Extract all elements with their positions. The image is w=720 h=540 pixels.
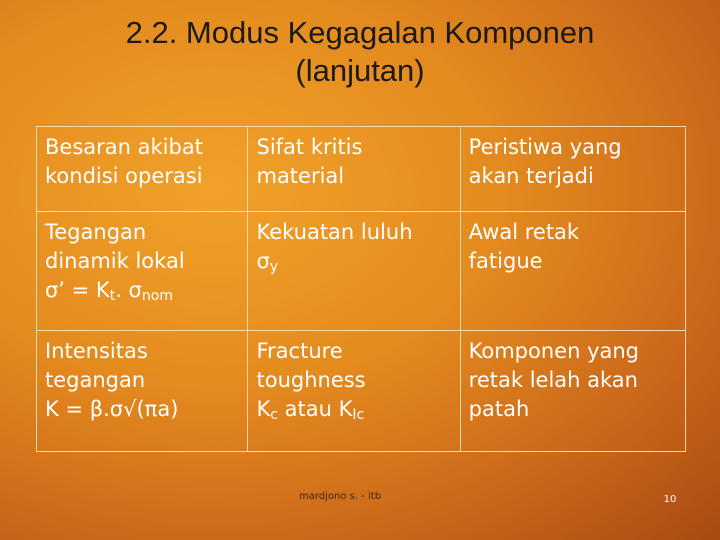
toughness-formula — [256, 395, 451, 430]
cell-text: Kekuatan luluh — [256, 220, 413, 244]
cell-stress-intensity — [37, 331, 248, 452]
formula-part: . σ — [115, 278, 142, 302]
cell-text: toughness — [256, 368, 366, 392]
cell-local-stress — [37, 212, 248, 331]
slide-title — [0, 14, 720, 90]
slide-title-line2: (lanjutan) — [295, 53, 425, 88]
stress-formula — [45, 276, 239, 311]
header-cell-event — [460, 127, 685, 212]
header-cell-property — [248, 127, 460, 212]
cell-text: tegangan — [45, 368, 146, 392]
cell-text: akan terjadi — [468, 164, 594, 188]
cell-yield-strength — [248, 212, 460, 331]
yield-formula — [256, 247, 451, 282]
formula-subscript: t — [109, 288, 116, 304]
cell-text: patah — [468, 397, 530, 421]
failure-mode-table — [36, 126, 686, 452]
cell-text: Fracture — [256, 339, 343, 363]
header-cell-quantity — [37, 127, 248, 212]
cell-text: material — [256, 164, 345, 188]
cell-text: Besaran akibat — [45, 135, 203, 159]
cell-text: dinamik lokal — [45, 249, 185, 273]
cell-text: fatigue — [468, 249, 543, 273]
cell-text: Awal retak — [468, 220, 580, 244]
footer-author: mardjono s. - itb — [298, 491, 382, 502]
cell-text: kondisi operasi — [45, 164, 203, 188]
formula-subscript: nom — [141, 288, 173, 304]
table-header-row — [37, 127, 686, 212]
formula-part: σ — [256, 249, 270, 273]
cell-fatigue-crack — [460, 212, 685, 331]
cell-text: Peristiwa yang — [468, 135, 622, 159]
cell-text: retak lelah akan — [468, 368, 638, 392]
cell-fracture-toughness — [248, 331, 460, 452]
cell-text: Intensitas — [45, 339, 148, 363]
formula-subscript: c — [270, 407, 278, 423]
cell-text: Sifat kritis — [256, 135, 363, 159]
formula-part: σ’ = K — [45, 278, 110, 302]
formula-part: atau K — [277, 397, 353, 421]
formula-subscript: Ic — [352, 407, 365, 423]
cell-fracture-event — [460, 331, 685, 452]
table-row — [37, 212, 686, 331]
cell-text: Komponen yang — [468, 339, 640, 363]
slide-title-line1: 2.2. Modus Kegagalan Komponen — [125, 15, 595, 50]
formula-part: K — [256, 397, 271, 421]
page-number: 10 — [663, 494, 677, 505]
intensity-formula: K = β.σ√(πa) — [45, 397, 179, 421]
formula-subscript: y — [269, 259, 279, 275]
cell-text: Tegangan — [45, 220, 147, 244]
table-row — [37, 331, 686, 452]
